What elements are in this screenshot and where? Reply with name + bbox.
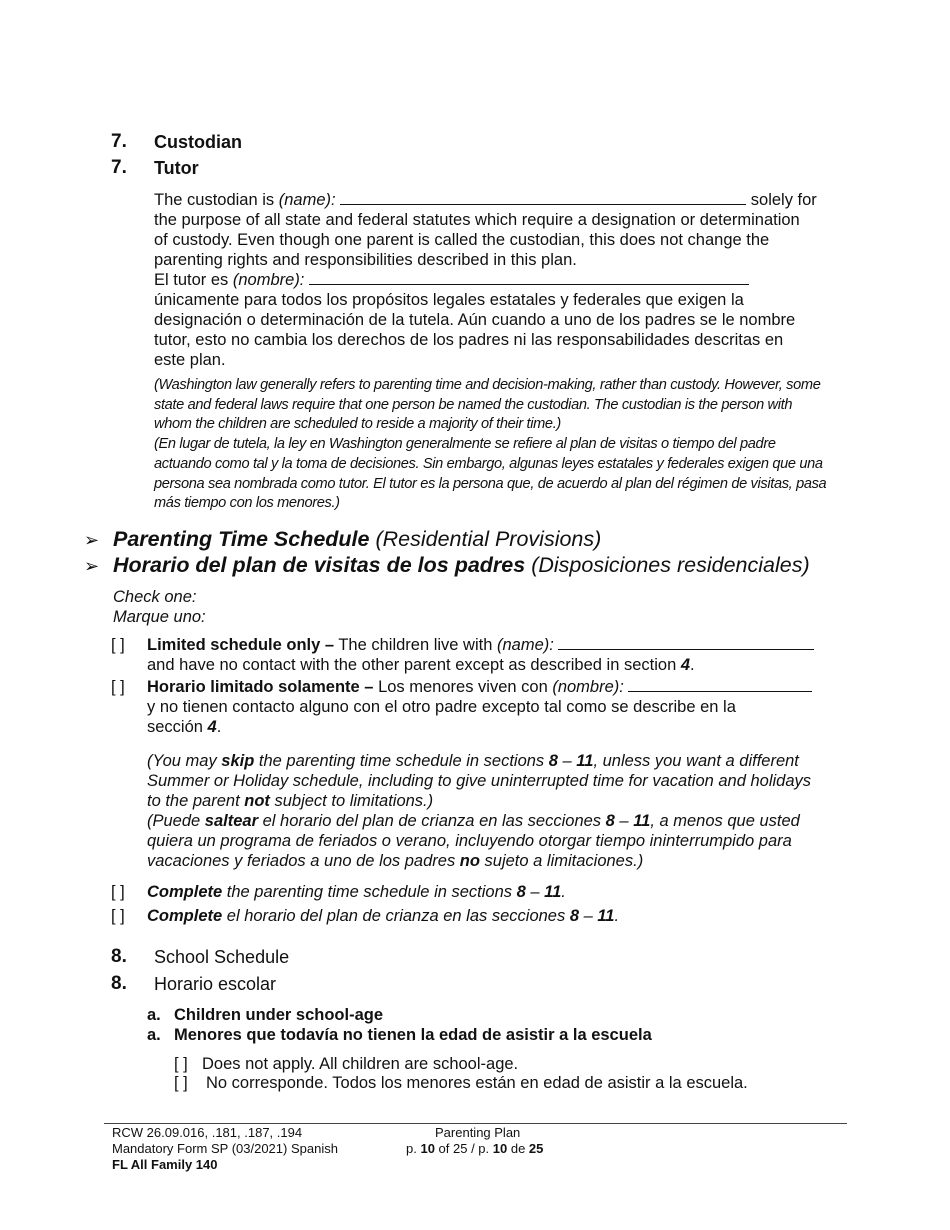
subsection-a-label: a.: [147, 1006, 161, 1024]
footer-left: [112, 1125, 338, 1173]
custodian-note: [154, 376, 854, 514]
tutor-line-3: designación o determinación de la tutela. Aún cuando a uno de los padres se le nombre: [154, 311, 796, 329]
section-8-title-en: School Schedule: [154, 947, 290, 967]
footer-center: [406, 1125, 566, 1157]
not-apply-es: No corresponde. Todos los menores están en edad de asistir a la escuela.: [206, 1074, 748, 1092]
subsection-a-title-en: Children under school-age: [174, 1006, 384, 1024]
tutor-line-2: únicamente para todos los propósitos legales estatales y federales que exigen la: [154, 291, 744, 309]
arrow-bullet-icon: ➢: [84, 556, 100, 576]
custodian-line-2: the purpose of all state and federal statutes which require a designation or determination: [154, 211, 800, 229]
arrow-bullet-icon: ➢: [84, 530, 100, 550]
note-es-line: más tiempo con los menores.): [154, 495, 340, 512]
footer-plan: Parenting Plan: [435, 1125, 521, 1140]
footer-rcw: RCW 26.09.016, .181, .187, .194: [112, 1125, 303, 1140]
section-7-title-en: Custodian: [154, 132, 242, 152]
note-es-line: persona sea nombrada como tutor. El tutor es la persona que, de acuerdo al plan del régimen de visitas, pasa: [154, 475, 827, 492]
custodian-paragraph: [154, 190, 844, 370]
section-7-number: 7.: [111, 131, 127, 152]
limited-schedule-checkbox-es[interactable]: [ ]: [111, 678, 125, 696]
note-es-line: actuando como tal y la toma de decisiones. Sin embargo, algunas leyes estatales y federales exigen que una: [154, 455, 823, 472]
subsection-a-title-es: Menores que todavía no tienen la edad de asistir a la escuela: [174, 1026, 652, 1044]
footer-divider: [104, 1123, 847, 1124]
section-8-title-es: Horario escolar: [154, 974, 277, 994]
tutor-line-1: El tutor es (nombre):: [154, 270, 844, 290]
note-en-line: (Washington law generally refers to parenting time and decision-making, rather than custody. However, some: [154, 377, 821, 393]
subsection-a-label-es: a.: [147, 1026, 161, 1044]
not-apply-en: Does not apply. All children are school-age.: [202, 1055, 519, 1073]
check-one-es: Marque uno:: [113, 608, 206, 626]
footer-page-number: p. 10 of 25 / p. 10 de 25: [406, 1141, 544, 1156]
limited-name-field-es[interactable]: [628, 677, 812, 692]
not-apply-checkbox-es[interactable]: [ ]: [174, 1074, 188, 1092]
check-one-en: Check one:: [113, 588, 197, 606]
custodian-line-3: of custody. Even though one parent is called the custodian, this does not change the: [154, 231, 770, 249]
limited-schedule-en: Limited schedule only – The children live with (name): and have no contact with the other parent except as described in section 4.: [147, 635, 847, 675]
footer-family: FL All Family 140: [112, 1157, 218, 1172]
custodian-line-4: parenting rights and responsibilities described in this plan.: [154, 251, 577, 269]
note-en-line: state and federal laws require that one person be named the custodian. The custodian is the person with: [154, 396, 793, 413]
not-apply-checkbox-en[interactable]: [ ]: [174, 1055, 188, 1073]
tutor-line-5: este plan.: [154, 351, 226, 369]
note-en-line: whom the children are scheduled to reside a majority of their time.): [154, 416, 561, 433]
custodian-name-field[interactable]: [340, 190, 746, 205]
section-7-number-es: 7.: [111, 157, 127, 178]
limited-schedule-es: Horario limitado solamente – Los menores viven con (nombre): y no tienen contacto alguno con el otro padre excepto tal como se describe en la sección 4.: [147, 677, 847, 737]
section-8-number: 8.: [111, 946, 127, 967]
complete-schedule-en: Complete the parenting time schedule in sections 8 – 11.: [147, 883, 566, 901]
complete-schedule-checkbox-es[interactable]: [ ]: [111, 907, 125, 925]
footer-form: Mandatory Form SP (03/2021) Spanish: [112, 1141, 338, 1156]
section-8-number-es: 8.: [111, 973, 127, 994]
note-es-line: (En lugar de tutela, la ley en Washington generalmente se refiere al plan de visitas o tiempo del padre: [154, 436, 776, 453]
complete-schedule-es: Complete el horario del plan de crianza en las secciones 8 – 11.: [147, 907, 620, 925]
parenting-title-es: Horario del plan de visitas de los padres (Disposiciones residenciales): [113, 553, 810, 577]
check-one-instruction: [113, 587, 206, 627]
skip-note: (You may skip the parenting time schedule in sections 8 – 11, unless you want a different Summer or Holiday schedule, including to give uninterrupted time for vacation and holidays to the parent not subject to limitations.) (Puede saltear el horario del plan de crianza en las secciones 8 – 11, a menos que usted quiera un programa de feriados o verano, incluyendo otorgar tiempo ininterrumpido para vacaciones y feriados a uno de los padres no sujeto a limitaciones.): [147, 752, 812, 870]
limited-schedule-checkbox-en[interactable]: [ ]: [111, 636, 125, 654]
custodian-line-1: The custodian is (name): solely for: [154, 191, 817, 209]
limited-name-field-en[interactable]: [558, 635, 814, 650]
tutor-name-field[interactable]: [309, 270, 749, 285]
complete-schedule-checkbox-en[interactable]: [ ]: [111, 883, 125, 901]
section-7-title-es: Tutor: [154, 158, 199, 178]
tutor-line-4: tutor, esto no cambia los derechos de los padres ni las responsabilidades descritas en: [154, 331, 784, 349]
parenting-title-en: Parenting Time Schedule (Residential Provisions): [113, 527, 602, 551]
